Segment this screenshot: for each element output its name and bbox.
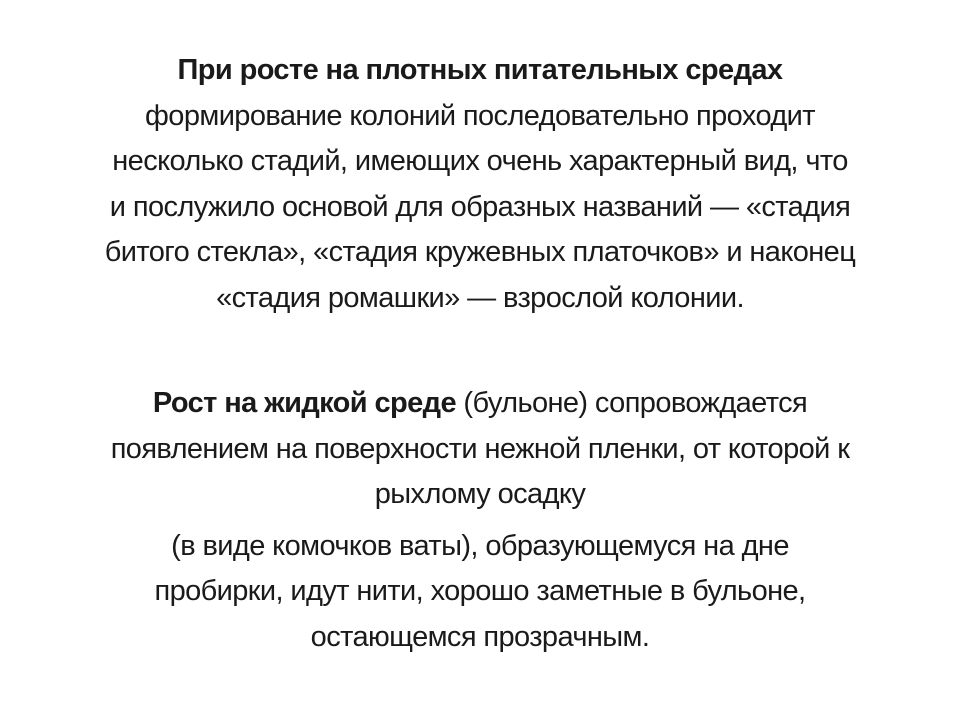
paragraph-sediment <box>12 524 948 661</box>
paragraph-solid-media <box>12 48 948 321</box>
paragraph-line: несколько стадий, имеющих очень характерный вид, что <box>112 145 848 177</box>
paragraph-liquid-media <box>12 381 948 518</box>
paragraph-line <box>12 381 948 427</box>
paragraph-line <box>12 48 948 94</box>
paragraph-line: битого стекла», «стадия кружевных платочков» и наконец <box>104 236 856 268</box>
bold-lead-solid-media: При росте на плотных питательных средах <box>177 54 783 86</box>
paragraph-line: рыхлому осадку <box>374 478 586 510</box>
paragraph-line: остающемся прозрачным. <box>310 620 650 653</box>
paragraph-text: (бульоне) сопровождается <box>455 387 808 419</box>
paragraph-line: «стадия ромашки» — взрослой колонии. <box>216 281 744 314</box>
paragraph-line: пробирки, идут нити, хорошо заметные в бульоне, <box>154 575 806 607</box>
paragraph-line: формирование колоний последовательно проходит <box>145 99 815 132</box>
paragraph-line: и послужило основой для образных названий — «стадия <box>109 190 851 223</box>
paragraph-line: появлением на поверхности нежной пленки, от которой к <box>110 432 850 465</box>
paragraph-line: (в виде комочков ваты), образующемуся на дне <box>171 529 789 562</box>
bold-lead-liquid-media: Рост на жидкой среде <box>152 387 456 419</box>
